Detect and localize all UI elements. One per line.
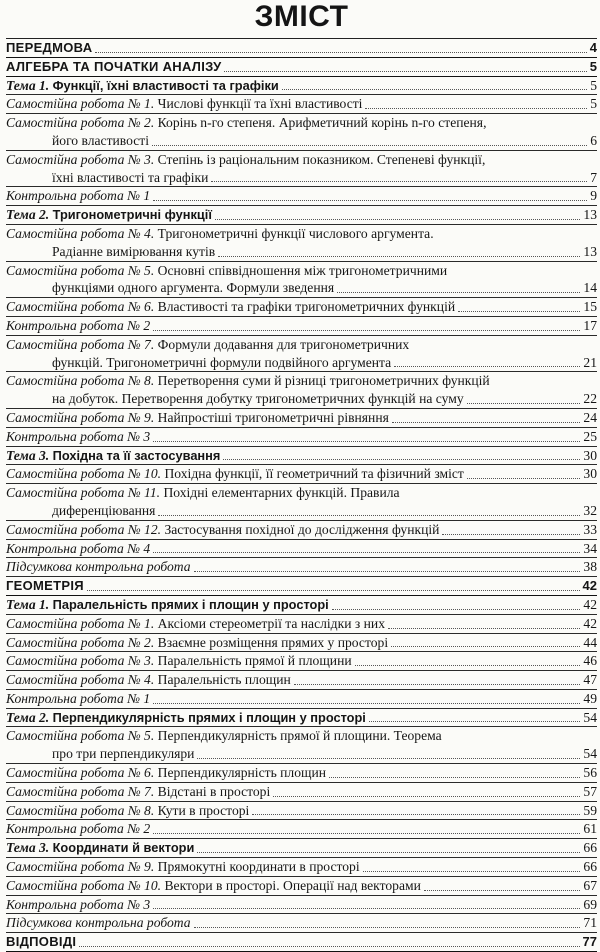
toc-entry[interactable] (6, 877, 597, 896)
toc-entry-text (6, 615, 385, 633)
dot-leader (95, 52, 586, 53)
toc-entry-label: Самостійна робота № 5. (6, 262, 155, 278)
page-number: 25 (583, 428, 597, 444)
toc-entry[interactable] (6, 690, 597, 709)
dot-leader (355, 665, 581, 666)
page-number: 77 (582, 934, 597, 950)
toc-entry-continuation (6, 390, 597, 408)
toc-entry-title: Найпростіші тригонометричні рівняння (157, 409, 389, 425)
toc-entry-text (6, 727, 597, 763)
toc-entry-label: Самостійна робота № 6. (6, 765, 155, 781)
toc-entry[interactable] (6, 933, 597, 952)
toc-entry-text: Підсумкова контрольна робота (6, 559, 191, 575)
toc-entry-label: Самостійна робота № 4. (6, 672, 155, 688)
dot-leader (158, 515, 580, 516)
toc-entry[interactable] (6, 577, 597, 596)
toc-entry-title: Координати й вектори (52, 840, 195, 856)
dot-leader (282, 89, 587, 90)
toc-entry-text (6, 764, 326, 782)
toc-entry-label: Тема 2. (6, 709, 50, 725)
toc-entry-title-cont: про три перпендикуляри (52, 746, 195, 762)
toc-entry-continuation (6, 132, 597, 150)
dot-leader (153, 908, 580, 909)
toc-entry-text (6, 151, 597, 187)
page-number: 7 (590, 169, 597, 185)
toc-entry-title: Перпендикулярність прямої й площини. Теорема (157, 728, 442, 744)
toc-entry-first-line (6, 372, 597, 390)
toc-entry-title: Тригонометричні функції (52, 207, 212, 223)
toc-entry[interactable] (6, 820, 597, 839)
page-number: 42 (583, 596, 597, 612)
dot-leader (211, 181, 587, 182)
toc-entry-label: Самостійна робота № 8. (6, 802, 155, 818)
toc-entry-title-cont: його властивості (52, 132, 150, 148)
page-number: 13 (583, 243, 597, 259)
page-number: 57 (583, 783, 597, 799)
toc-entry-text (6, 634, 388, 652)
toc-entry-label: Самостійна робота № 10. (6, 877, 162, 893)
toc-entry[interactable] (6, 447, 597, 466)
toc-entry-title: Тригонометричні функції числового аргумента. (157, 225, 434, 241)
toc-entry-text: Контрольна робота № 1 (6, 188, 151, 204)
toc-entry[interactable] (6, 521, 597, 540)
toc-entry-title: Корінь n-го степеня. Арифметичний корінь n-го степеня, (157, 115, 487, 131)
toc-entry[interactable] (6, 206, 597, 225)
toc-entry-text: Контрольна робота № 2 (6, 317, 151, 333)
page-number: 33 (583, 521, 597, 537)
toc-entry-text (6, 858, 360, 876)
page-number: 59 (583, 802, 597, 818)
dot-leader (294, 684, 581, 685)
toc-entry[interactable] (6, 317, 597, 336)
page-number: 38 (583, 559, 597, 575)
toc-entry-title: Перетворення суми й різниці тригонометричних функцій (157, 373, 490, 389)
dot-leader (363, 871, 581, 872)
toc-entry-label: Самостійна робота № 9. (6, 859, 155, 875)
toc-entry-title: Аксіоми стереометрії та наслідки з них (157, 615, 385, 631)
toc-entry[interactable] (6, 839, 597, 858)
toc-entry-text: ПЕРЕДМОВА (6, 40, 93, 55)
toc-entry-text (6, 206, 212, 224)
toc-entry-title: Числові функції та їхні властивості (157, 96, 363, 112)
toc-entry[interactable] (6, 540, 597, 559)
toc-entry-first-line (6, 225, 597, 243)
toc-entry[interactable] (6, 634, 597, 653)
toc-entry-text (6, 521, 439, 539)
toc-entry-text: ГЕОМЕТРІЯ (6, 578, 84, 594)
toc-entry-label: Самостійна робота № 5. (6, 728, 155, 744)
toc-entry[interactable] (6, 77, 597, 96)
page-number: 17 (583, 317, 597, 333)
page-number: 71 (583, 915, 597, 931)
dot-leader (153, 330, 580, 331)
toc-entry-title-cont: функціями одного аргумента. Формули зведення (52, 280, 335, 296)
dot-leader (153, 441, 580, 442)
toc-entry-label: Тема 2. (6, 207, 50, 223)
dot-leader (442, 534, 580, 535)
toc-entry-label: Тема 3. (6, 447, 50, 463)
dot-leader (153, 703, 580, 704)
page-number: 44 (583, 634, 597, 650)
toc-entry-title: Степінь із раціональним показником. Степеневі функції, (157, 151, 486, 167)
page-number: 6 (590, 132, 597, 148)
toc-entry-title: Відстані в просторі (157, 783, 271, 799)
page-number: 54 (583, 709, 597, 725)
dot-leader (458, 311, 580, 312)
page-title: ЗМІСТ (254, 0, 349, 33)
dot-leader (153, 552, 580, 553)
toc-entry[interactable] (6, 262, 597, 299)
toc-entry-first-line (6, 484, 597, 502)
dot-leader (79, 946, 579, 947)
dot-leader (332, 609, 581, 610)
toc-entry-label: Тема 1. (6, 596, 50, 612)
toc-entry-label: Самостійна робота № 11. (6, 485, 161, 501)
toc-entry-title: Основні співвідношення між тригонометричними (157, 262, 448, 278)
toc-entry-title: Формули додавання для тригонометричних (157, 336, 410, 352)
dot-leader (467, 403, 581, 404)
dot-leader (153, 833, 580, 834)
toc-entry-text (6, 225, 597, 261)
page-number: 5 (589, 58, 597, 74)
toc-entry[interactable] (6, 465, 597, 484)
toc-entry-text: Підсумкова контрольна робота (6, 915, 191, 931)
toc-entry-text: Контрольна робота № 4 (6, 540, 151, 556)
dot-leader (365, 108, 587, 109)
toc-entry-label: Самостійна робота № 8. (6, 373, 155, 389)
dot-leader (424, 890, 581, 891)
toc-entry[interactable] (6, 151, 597, 188)
toc-entry[interactable] (6, 652, 597, 671)
toc-entry-title-cont: функцій. Тригонометричні формули подвійного аргумента (52, 354, 392, 370)
page-number: 56 (583, 765, 597, 781)
toc-entry-title: Властивості та графіки тригонометричних функцій (157, 299, 456, 315)
dot-leader (329, 777, 580, 778)
toc-entry[interactable] (6, 727, 597, 764)
toc-entry[interactable] (6, 596, 597, 615)
page-number: 42 (582, 578, 597, 594)
page-number: 42 (583, 615, 597, 631)
page-number: 61 (583, 821, 597, 837)
toc-entry-title: Паралельність площин (157, 672, 291, 688)
dot-leader (153, 200, 587, 201)
toc-entry-label: Самостійна робота № 2. (6, 115, 155, 131)
toc-entry[interactable] (6, 114, 597, 151)
toc-entry-label: Самостійна робота № 1. (6, 96, 155, 112)
page-number: 5 (590, 96, 597, 112)
page-number: 34 (583, 540, 597, 556)
page-number: 24 (583, 409, 597, 425)
toc-entry[interactable] (6, 298, 597, 317)
page-number: 67 (583, 877, 597, 893)
toc-entry-text (6, 783, 270, 801)
toc-entry[interactable] (6, 187, 597, 206)
toc-entry-first-line (6, 336, 597, 354)
toc-entry[interactable] (6, 372, 597, 409)
toc-entry[interactable] (6, 39, 597, 58)
dot-leader (87, 590, 580, 591)
toc-entry-text (6, 484, 597, 520)
toc-entry-text: ВІДПОВІДІ (6, 934, 77, 950)
dot-leader (337, 292, 580, 293)
page-number: 54 (583, 746, 597, 762)
page-number: 5 (590, 77, 597, 93)
toc-entry-text (6, 336, 597, 372)
toc-entry-text (6, 671, 291, 689)
toc-entry-first-line (6, 114, 597, 132)
toc-entry-title: Похідна та її застосування (52, 447, 221, 463)
toc-entry-first-line (6, 262, 597, 280)
toc-entry[interactable] (6, 409, 597, 428)
toc-entry-title: Похідні елементарних функцій. Правила (163, 485, 400, 501)
page-number: 66 (583, 840, 597, 856)
dot-leader (392, 422, 581, 423)
toc-entry-label: Самостійна робота № 7. (6, 336, 155, 352)
toc-entry-continuation (6, 279, 597, 297)
toc-entry-continuation (6, 243, 597, 261)
dot-leader (467, 478, 581, 479)
page-number: 69 (583, 896, 597, 912)
page-number: 21 (583, 354, 597, 370)
toc-entry-continuation (6, 745, 597, 763)
toc-entry-label: Самостійна робота № 12. (6, 521, 162, 537)
toc-entry[interactable] (6, 615, 597, 634)
toc-entry-continuation (6, 354, 597, 372)
page-number: 14 (583, 280, 597, 296)
toc-entry-text (6, 262, 597, 298)
toc-entry[interactable] (6, 484, 597, 521)
page-number: 13 (583, 207, 597, 223)
toc-entry-text (6, 839, 194, 857)
toc-entry[interactable] (6, 671, 597, 690)
dot-leader (369, 721, 581, 722)
toc-entry-text: Контрольна робота № 3 (6, 896, 151, 912)
toc-entry-text (6, 409, 389, 427)
dot-leader (252, 814, 580, 815)
dot-leader (391, 646, 580, 647)
table-of-contents (6, 38, 597, 952)
dot-leader (388, 628, 580, 629)
toc-entry-first-line (6, 727, 597, 745)
toc-entry-label: Самостійна робота № 2. (6, 634, 155, 650)
toc-entry-label: Самостійна робота № 1. (6, 615, 155, 631)
toc-entry-text (6, 114, 597, 150)
toc-entry-title: Паралельність прямих і площин у просторі (52, 596, 329, 612)
toc-entry-title: Вектори в просторі. Операції над векторами (164, 877, 421, 893)
toc-entry-label: Самостійна робота № 6. (6, 299, 155, 315)
toc-entry-label: Самостійна робота № 3. (6, 151, 155, 167)
toc-entry-text (6, 465, 464, 483)
toc-entry[interactable] (6, 558, 597, 577)
toc-entry-first-line (6, 151, 597, 169)
toc-entry-label: Самостійна робота № 10. (6, 466, 162, 482)
toc-entry-text: Контрольна робота № 1 (6, 690, 151, 706)
toc-entry-text (6, 95, 362, 113)
toc-entry-label: Самостійна робота № 3. (6, 653, 155, 669)
toc-entry-title-cont: їхні властивості та графіки (52, 169, 209, 185)
dot-leader (194, 571, 581, 572)
dot-leader (215, 219, 580, 220)
page-number: 46 (583, 653, 597, 669)
toc-entry[interactable] (6, 896, 597, 915)
toc-entry-title: Похідна функції, її геометричний та фізичний зміст (164, 466, 464, 482)
toc-entry-title: Взаємне розміщення прямих у просторі (157, 634, 389, 650)
toc-entry-title-cont: диференціювання (52, 502, 156, 518)
toc-entry[interactable] (6, 336, 597, 373)
toc-entry[interactable] (6, 764, 597, 783)
toc-entry[interactable] (6, 58, 597, 77)
toc-entry-title: Кути в просторі (157, 802, 250, 818)
toc-entry[interactable] (6, 428, 597, 447)
dot-leader (152, 145, 587, 146)
toc-entry-text (6, 447, 220, 465)
toc-entry-text (6, 298, 455, 316)
toc-entry-text: Контрольна робота № 3 (6, 428, 151, 444)
page-number: 4 (589, 40, 597, 55)
page-number: 15 (583, 299, 597, 315)
page-number: 30 (583, 466, 597, 482)
toc-entry[interactable] (6, 858, 597, 877)
toc-entry-title: Прямокутні координати в просторі (157, 859, 360, 875)
toc-entry-continuation (6, 502, 597, 520)
toc-entry-title-cont: Радіанне вимірювання кутів (52, 243, 216, 259)
dot-leader (394, 366, 580, 367)
toc-entry-label: Самостійна робота № 9. (6, 409, 155, 425)
toc-entry-title: Паралельність прямої й площини (157, 653, 352, 669)
toc-entry-label: Тема 3. (6, 840, 50, 856)
toc-entry-text: АЛГЕБРА ТА ПОЧАТКИ АНАЛІЗУ (6, 58, 222, 74)
toc-entry-text: Контрольна робота № 2 (6, 821, 151, 837)
toc-entry-title: Перпендикулярність площин (157, 765, 327, 781)
toc-entry-label: Тема 1. (6, 77, 50, 93)
toc-entry[interactable] (6, 914, 597, 933)
dot-leader (224, 71, 586, 72)
toc-entry-text (6, 802, 249, 820)
toc-entry-title-cont: на добуток. Перетворення добутку тригонометричних функцій на суму (52, 391, 464, 407)
toc-entry[interactable] (6, 709, 597, 728)
page-number: 9 (590, 188, 597, 204)
page-number: 32 (583, 502, 597, 518)
toc-entry-label: Самостійна робота № 4. (6, 225, 155, 241)
toc-entry[interactable] (6, 783, 597, 802)
toc-entry-title: Застосування похідної до дослідження функцій (164, 521, 440, 537)
page-number: 22 (583, 391, 597, 407)
page-number: 30 (583, 447, 597, 463)
dot-leader (223, 459, 580, 460)
toc-entry-title: Перпендикулярність прямих і площин у просторі (52, 709, 366, 725)
page-number: 47 (583, 672, 597, 688)
dot-leader (194, 927, 581, 928)
toc-entry-text (6, 77, 279, 95)
dot-leader (197, 758, 580, 759)
toc-entry-text (6, 372, 597, 408)
toc-entry-text (6, 652, 352, 670)
toc-entry[interactable] (6, 225, 597, 262)
toc-entry-title: Функції, їхні властивості та графіки (52, 77, 279, 93)
toc-entry[interactable] (6, 802, 597, 821)
toc-entry-text (6, 596, 329, 614)
toc-entry-text (6, 709, 366, 727)
page-number: 49 (583, 690, 597, 706)
dot-leader (218, 256, 580, 257)
dot-leader (197, 852, 580, 853)
toc-entry-continuation (6, 169, 597, 187)
page-number: 66 (583, 859, 597, 875)
toc-entry[interactable] (6, 95, 597, 114)
toc-entry-label: Самостійна робота № 7. (6, 783, 155, 799)
dot-leader (273, 796, 580, 797)
